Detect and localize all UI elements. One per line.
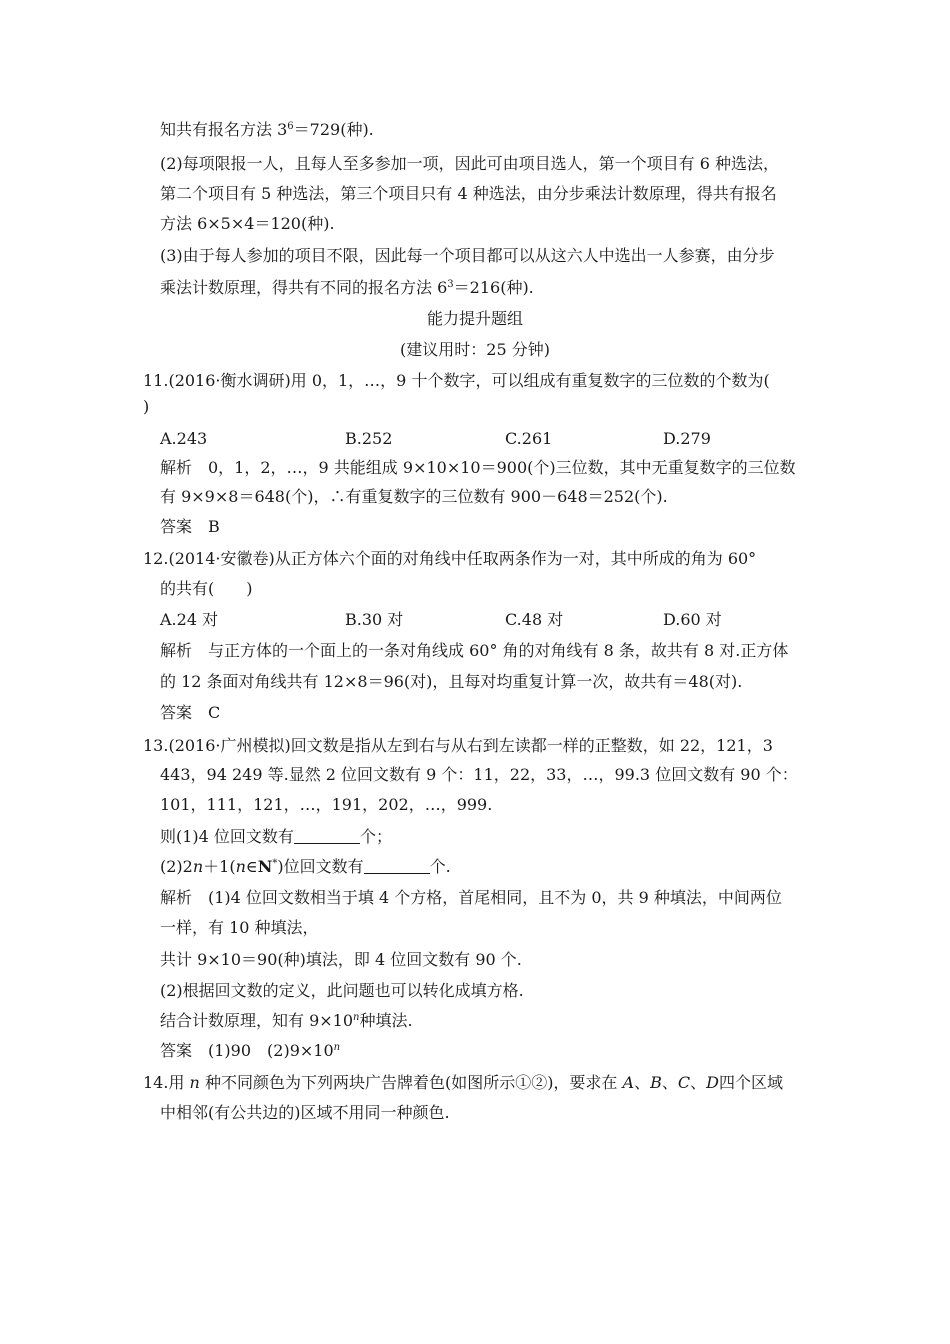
solution-line: 的 12 条面对角线共有 12×8＝96(对)，且每对均重复计算一次，故共有＝48(对). bbox=[160, 672, 743, 691]
option-d: D.60 对 bbox=[663, 610, 722, 629]
text: )位回文数有 bbox=[277, 857, 364, 876]
text: ＝216(种). bbox=[453, 278, 534, 297]
text: 14.用 bbox=[143, 1073, 190, 1092]
variable: n bbox=[235, 857, 246, 876]
option-d: D.279 bbox=[663, 429, 711, 448]
text: 个； bbox=[359, 827, 392, 846]
question-12: 12.(2014·安徽卷)从正方体六个面的对角线中任取两条作为一对，其中所成的角为 60° bbox=[143, 549, 757, 568]
solution-line: 一样，有 10 种填法， bbox=[160, 918, 319, 937]
question-13: 13.(2016·广州模拟)回文数是指从左到右与从右到左读都一样的正整数，如 22，121，3 bbox=[143, 736, 773, 755]
text: 则(1)4 位回文数有 bbox=[160, 827, 294, 846]
text: ＝729(种). bbox=[293, 120, 374, 139]
text: 种不同颜色为下列两块广告牌着色(如图所示①②)，要求在 bbox=[199, 1073, 623, 1092]
answer-blank bbox=[364, 859, 430, 874]
question-13-part-1 bbox=[160, 826, 392, 848]
text: 个. bbox=[429, 857, 451, 876]
superscript: n bbox=[353, 1012, 360, 1023]
variable: A bbox=[622, 1073, 635, 1092]
text: 、 bbox=[661, 1073, 678, 1092]
option-a: A.24 对 bbox=[160, 610, 219, 629]
variable: n bbox=[189, 1073, 200, 1092]
text: ＋1( bbox=[203, 857, 236, 876]
line-4: 方法 6×5×4＝120(种). bbox=[160, 214, 335, 233]
solution-line: (2)根据回文数的定义，此问题也可以转化成填方格. bbox=[160, 981, 524, 1000]
answer-line bbox=[160, 1040, 340, 1062]
text: 答案 (1)90 (2)9×10 bbox=[160, 1041, 334, 1060]
text: (2)2 bbox=[160, 857, 193, 876]
option-c: C.261 bbox=[505, 429, 553, 448]
variable: n bbox=[192, 857, 204, 876]
question-11: 11.(2016·衡水调研)用 0，1，…，9 十个数字，可以组成有重复数字的三位数的个数为( bbox=[143, 371, 770, 390]
section-title: 能力提升题组 bbox=[426, 309, 523, 328]
solution-line: 共计 9×10＝90(种)填法，即 4 位回文数有 90 个. bbox=[160, 950, 522, 969]
line-3: 第二个项目有 5 种选法，第三个项目只有 4 种选法，由分步乘法计数原理，得共有报名 bbox=[160, 184, 777, 203]
answer-line: 答案 B bbox=[160, 517, 220, 536]
text: 知共有报名方法 3 bbox=[160, 120, 288, 139]
variable: D bbox=[706, 1073, 719, 1092]
solution-line: 解析 与正方体的一个面上的一条对角线成 60° 角的对角线有 8 条，故共有 8 对.正方体 bbox=[160, 641, 789, 660]
superscript: n bbox=[333, 1042, 341, 1053]
question-13-cont: 443，94 249 等.显然 2 位回文数有 9 个：11，22，33，…，99.3 位回文数有 90 个： bbox=[160, 765, 798, 784]
option-a: A.243 bbox=[160, 429, 208, 448]
text: 四个区域 bbox=[718, 1073, 783, 1092]
superscript: * bbox=[272, 858, 278, 869]
answer-blank bbox=[294, 829, 360, 844]
answer-line: 答案 C bbox=[160, 703, 221, 722]
question-12-cont: 的共有( ) bbox=[160, 579, 253, 598]
superscript: 3 bbox=[447, 279, 454, 290]
text: 、 bbox=[690, 1073, 707, 1092]
variable: B bbox=[650, 1073, 662, 1092]
solution-line: 有 9×9×8＝648(个)，∴有重复数字的三位数有 900－648＝252(个). bbox=[160, 487, 668, 506]
option-b: B.30 对 bbox=[345, 610, 404, 629]
option-b: B.252 bbox=[345, 429, 393, 448]
text: 种填法. bbox=[359, 1011, 413, 1030]
line-2: (2)每项限报一人，且每人至多参加一项，因此可由项目选人，第一个项目有 6 种选法， bbox=[160, 154, 780, 173]
question-14 bbox=[143, 1072, 783, 1094]
text: 乘法计数原理，得共有不同的报名方法 6 bbox=[160, 278, 448, 297]
solution-line: 解析 0，1，2，…，9 共能组成 9×10×10＝900(个)三位数，其中无重复数字的三位数 bbox=[160, 458, 796, 477]
question-14-cont: 中相邻(有公共边的)区域不用同一种颜色. bbox=[160, 1103, 450, 1122]
text: 、 bbox=[634, 1073, 651, 1092]
solution-line bbox=[160, 1010, 413, 1032]
question-13-cont: 101，111，121，…，191，202，…，999. bbox=[160, 795, 493, 814]
question-11-cont: ) bbox=[143, 397, 150, 416]
option-c: C.48 对 bbox=[505, 610, 564, 629]
line-5: (3)由于每人参加的项目不限，因此每一个项目都可以从这六人中选出一人参赛，由分步 bbox=[160, 246, 775, 265]
superscript: 6 bbox=[287, 121, 294, 132]
section-subtitle: (建议用时：25 分钟) bbox=[400, 340, 550, 359]
question-13-part-2 bbox=[160, 856, 451, 878]
solution-line: 解析 (1)4 位回文数相当于填 4 个方格，首尾相同，且不为 0，共 9 种填法，中间两位 bbox=[160, 888, 782, 907]
natural-numbers-symbol: N bbox=[257, 857, 273, 876]
line-1 bbox=[160, 119, 374, 141]
variable: C bbox=[677, 1073, 691, 1092]
text: ∈ bbox=[245, 857, 258, 876]
text: 结合计数原理，知有 9×10 bbox=[160, 1011, 354, 1030]
line-6 bbox=[160, 277, 534, 299]
